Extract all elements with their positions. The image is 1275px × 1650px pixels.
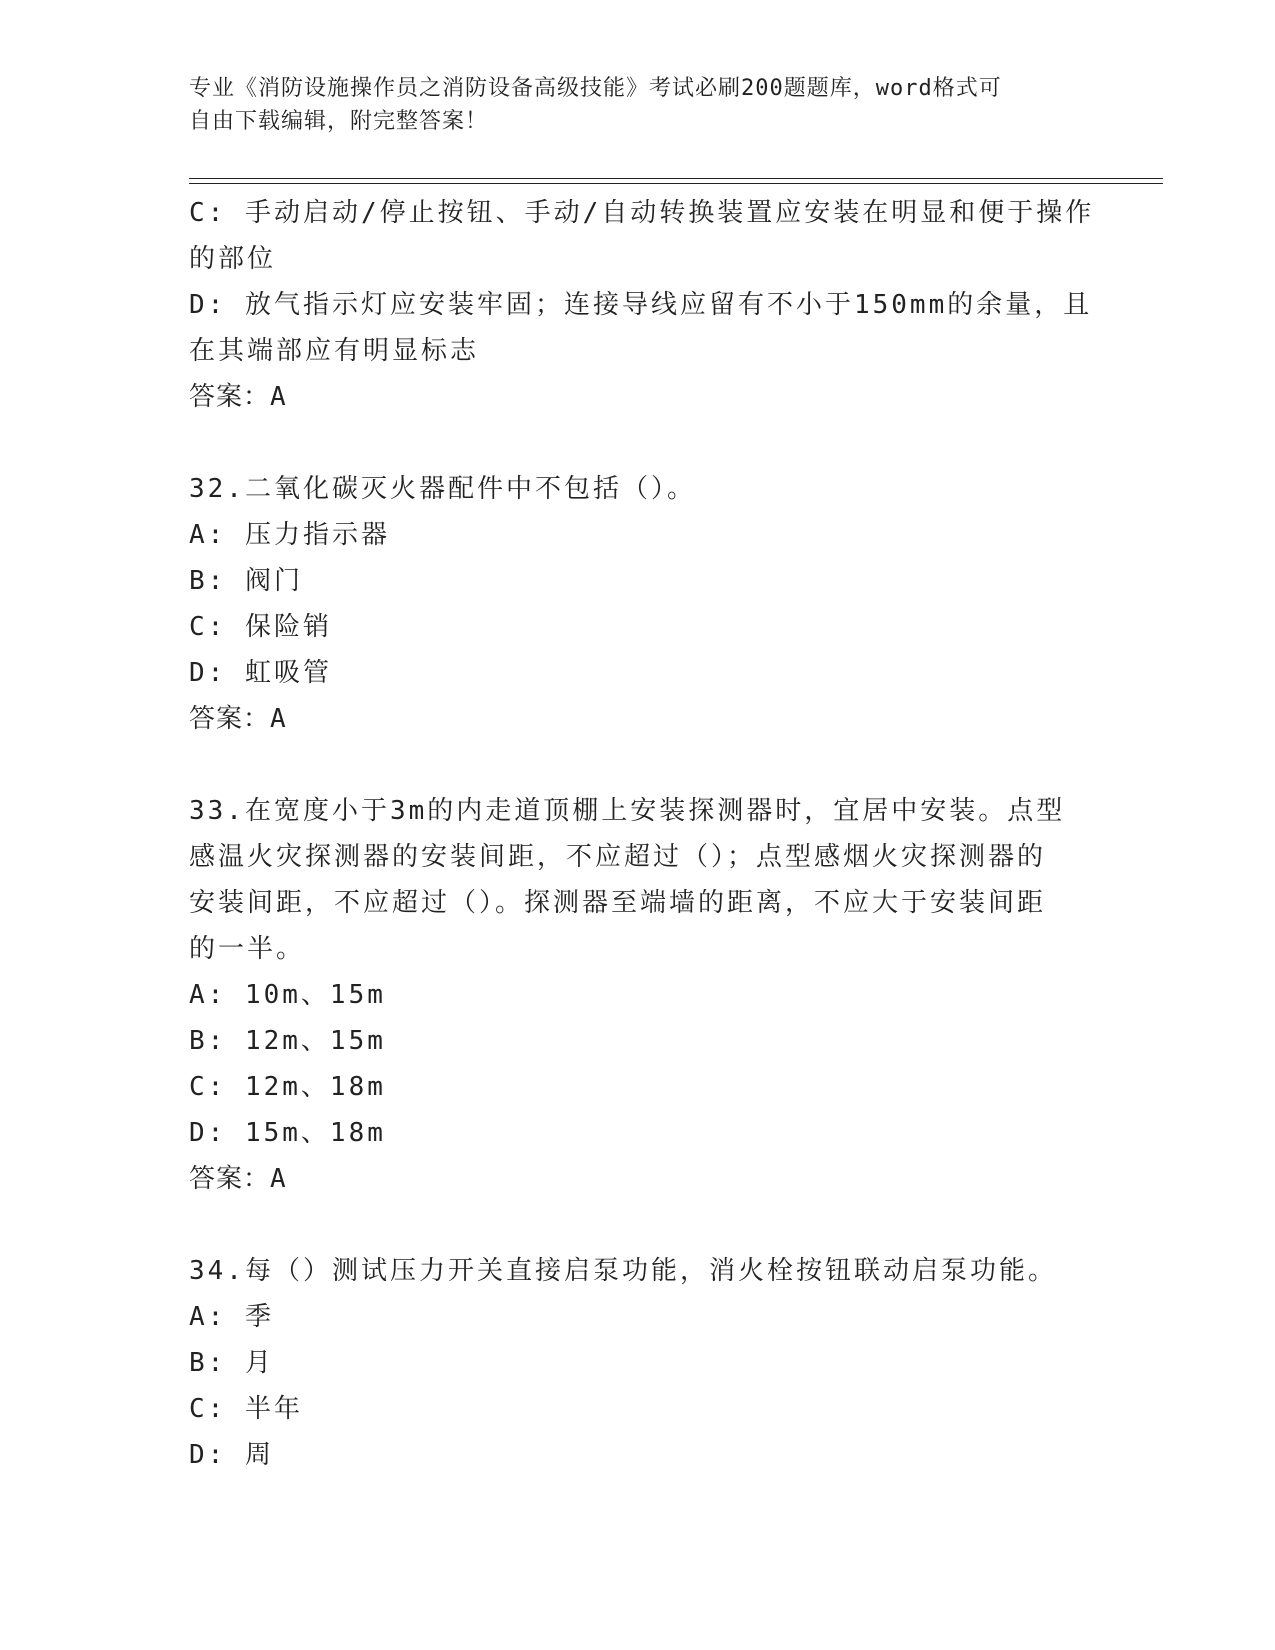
option-b: B: 12m、15m	[189, 1026, 386, 1056]
option-d: D: 周	[189, 1440, 274, 1470]
option-d-line-1: D: 放气指示灯应安装牢固；连接导线应留有不小于150mm的余量，且	[189, 290, 1093, 320]
option-c: C: 12m、18m	[189, 1072, 386, 1102]
option-a: A: 压力指示器	[189, 520, 390, 550]
option-b: B: 月	[189, 1348, 274, 1378]
question-text-line-2: 感温火灾探测器的安装间距，不应超过（）；点型感烟火灾探测器的	[189, 842, 1047, 872]
answer: 答案：A	[189, 704, 287, 734]
question-33	[189, 788, 1089, 1202]
option-c: C: 半年	[189, 1394, 303, 1424]
header-rule-top	[189, 178, 1163, 179]
option-b: B: 阀门	[189, 566, 303, 596]
question-text-line-4: 的一半。	[189, 934, 306, 964]
answer: 答案：A	[189, 382, 287, 412]
spacer	[189, 1202, 1089, 1248]
document-header	[189, 72, 1089, 138]
option-c: C: 保险销	[189, 612, 332, 642]
question-32	[189, 466, 1089, 742]
spacer	[189, 742, 1089, 788]
option-a: A: 10m、15m	[189, 980, 386, 1010]
question-34	[189, 1248, 1089, 1478]
spacer	[189, 420, 1089, 466]
document-body	[189, 190, 1095, 1478]
question-text: 34.每（）测试压力开关直接启泵功能，消火栓按钮联动启泵功能。	[189, 1256, 1057, 1286]
header-rule-bottom	[189, 183, 1163, 184]
option-c-line-2: 的部位	[189, 244, 277, 274]
header-line-2: 自由下载编辑，附完整答案！	[189, 109, 489, 134]
question-text: 32.二氧化碳灭火器配件中不包括（）。	[189, 474, 696, 504]
question-text-line-3: 安装间距，不应超过（）。探测器至端墙的距离，不应大于安装间距	[189, 888, 1047, 918]
option-d: D: 15m、18m	[189, 1118, 386, 1148]
question-31-continued	[189, 190, 1095, 420]
option-d-line-2: 在其端部应有明显标志	[189, 336, 480, 366]
option-a: A: 季	[189, 1302, 274, 1332]
option-c-line-1: C: 手动启动/停止按钮、手动/自动转换装置应安装在明显和便于操作	[189, 198, 1095, 228]
answer: 答案：A	[189, 1164, 287, 1194]
question-text-line-1: 33.在宽度小于3m的内走道顶棚上安装探测器时，宜居中安装。点型	[189, 796, 1066, 826]
header-line-1: 专业《消防设施操作员之消防设备高级技能》考试必刷200题题库，word格式可	[189, 76, 1002, 101]
option-d: D: 虹吸管	[189, 658, 332, 688]
